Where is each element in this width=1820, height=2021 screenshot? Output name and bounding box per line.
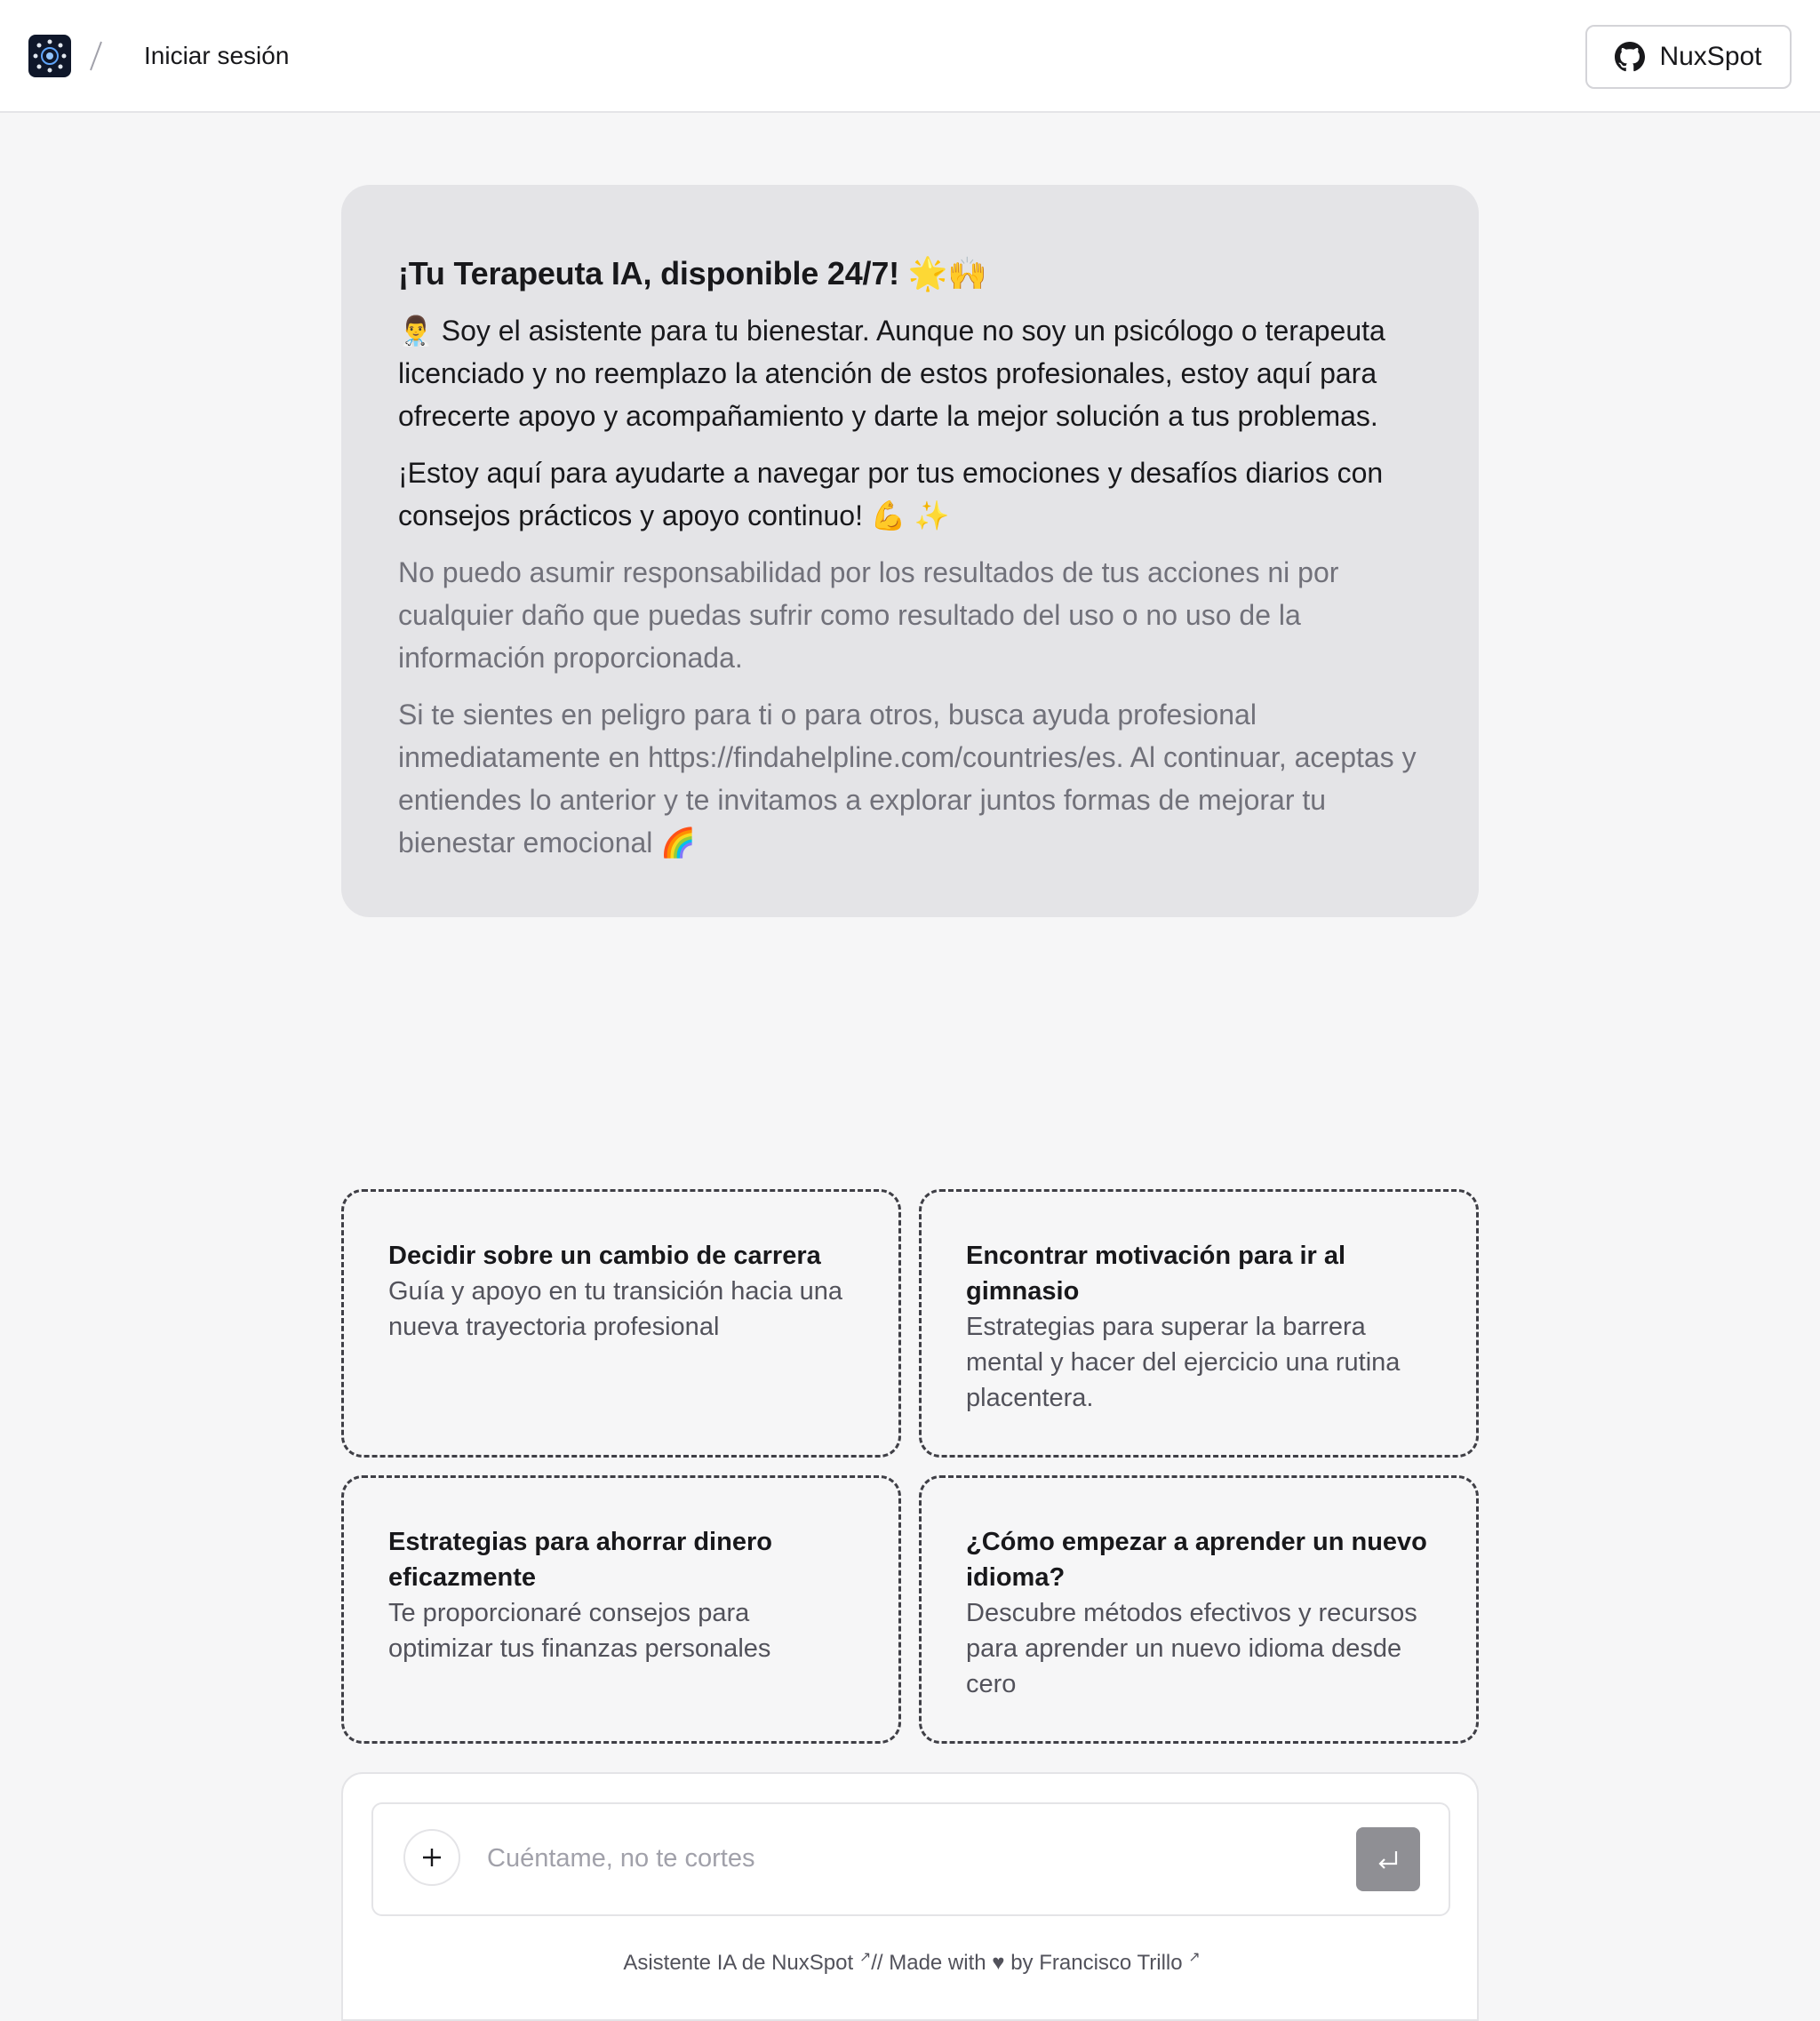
- top-bar: [0, 0, 1820, 113]
- github-icon: [1615, 42, 1645, 72]
- suggestion-title: ¿Cómo empezar a aprender un nuevo idioma?: [966, 1528, 1427, 1592]
- send-button[interactable]: [1356, 1827, 1420, 1891]
- enter-icon: [1375, 1846, 1401, 1873]
- welcome-intro-text: 👨‍⚕️ Soy el asistente para tu bienestar. Aunque no soy un psicólogo o terapeuta licenciado y no reemplazo la atención de estos profesionales, estoy aquí para ofrecerte apoyo y acompañamiento y darte la mejor solución a tus problemas.: [398, 315, 1385, 432]
- chat-input-box: [371, 1802, 1450, 1916]
- footer-link-label: Asistente IA de NuxSpot: [623, 1951, 854, 1975]
- footer-credits: [343, 1948, 1481, 1976]
- attach-button[interactable]: [403, 1829, 460, 1886]
- emergency-text: Si te sientes en peligro para ti o para otros, busca ayuda profesional inmediatamente en https://findahelpline.com/countries/es. Al continuar, aceptas y entiendes lo anterior y te invitamos a explorar juntos formas de mejorar tu bienestar emocional 🌈: [398, 699, 1417, 859]
- suggestion-description: Guía y apoyo en tu transición hacia una nueva trayectoria profesional: [388, 1277, 843, 1341]
- external-link-icon: ↗: [1188, 1950, 1201, 1965]
- welcome-help-text: ¡Estoy aquí para ayudarte a navegar por tus emociones y desafíos diarios con consejos prácticos y apoyo continuo! 💪 ✨: [398, 457, 1384, 531]
- suggestion-title: Encontrar motivación para ir al gimnasio: [966, 1242, 1346, 1306]
- signin-link[interactable]: Iniciar sesión: [144, 41, 290, 69]
- welcome-title: ¡Tu Terapeuta IA, disponible 24/7! 🌟🙌: [398, 255, 987, 292]
- suggestion-card-gym[interactable]: [919, 1189, 1479, 1458]
- external-link-icon: ↗: [858, 1950, 872, 1965]
- suggestion-title: Decidir sobre un cambio de carrera: [388, 1242, 821, 1270]
- welcome-message-card: [341, 185, 1479, 917]
- nuxspot-assistant-link[interactable]: [623, 1951, 871, 1975]
- suggestion-card-career[interactable]: [341, 1189, 901, 1458]
- suggestion-card-language[interactable]: [919, 1475, 1479, 1744]
- chat-message-input[interactable]: [487, 1827, 1287, 1889]
- suggestion-title: Estrategias para ahorrar dinero eficazmente: [388, 1528, 772, 1592]
- github-nuxspot-button[interactable]: [1585, 25, 1792, 89]
- suggestion-description: Estrategias para superar la barrera mental y hacer del ejercicio una rutina placentera.: [966, 1313, 1401, 1412]
- chat-composer-panel: [341, 1772, 1479, 2021]
- footer-author-label: Francisco Trillo: [1039, 1951, 1183, 1975]
- suggestion-description: Te proporcionaré consejos para optimizar tus finanzas personales: [388, 1599, 771, 1663]
- suggestion-description: Descubre métodos efectivos y recursos para aprender un nuevo idioma desde cero: [966, 1599, 1417, 1698]
- author-link[interactable]: [1039, 1951, 1200, 1975]
- disclaimer-text: No puedo asumir responsabilidad por los resultados de tus acciones ni por cualquier daño que puedas sufrir como resultado del uso o no uso de la información proporcionada.: [398, 556, 1339, 674]
- github-button-label: NuxSpot: [1659, 42, 1762, 71]
- suggestion-card-savings[interactable]: [341, 1475, 901, 1744]
- footer-separator-text: // Made with ♥ by: [871, 1951, 1040, 1975]
- ai-brain-logo-icon[interactable]: [28, 35, 71, 77]
- breadcrumb-separator: [87, 36, 105, 76]
- plus-icon: [419, 1845, 444, 1870]
- suggestion-grid: [341, 1189, 1479, 1744]
